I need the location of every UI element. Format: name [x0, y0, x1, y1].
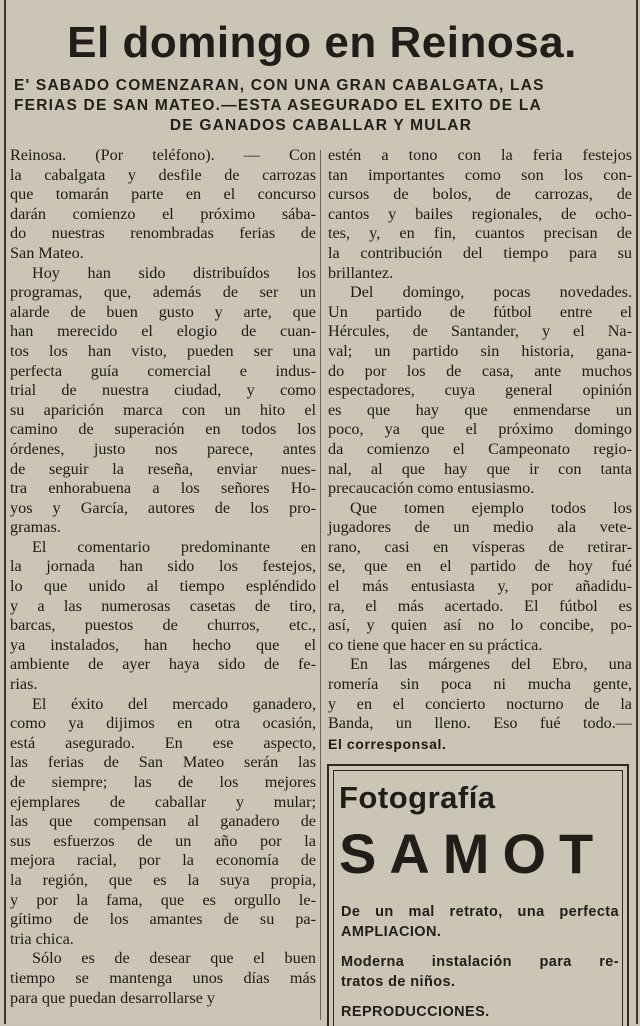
text-line: ejemplares de caballar y mular;: [10, 792, 316, 811]
text-line: da comienzo el Campeonato regio-: [328, 439, 632, 458]
text-line: val; un partido sin historia, gana-: [328, 341, 632, 360]
text-line: sus esfuerzos de un año por la: [10, 831, 316, 850]
text-line: jugadores de un medio ala vete-: [328, 518, 632, 537]
text-line: co tiene que hacer en su práctica.: [328, 635, 543, 654]
text-line: Banda, un lleno. Eso fué todo.—: [328, 714, 632, 733]
text-line: barcas, puestos de churros, etc.,: [10, 616, 316, 635]
text-line: la contribución del tiempo para su: [328, 243, 632, 262]
article-headline: El domingo en Reinosa.: [67, 18, 577, 67]
text-line: han merecido el elogio de cuan-: [10, 322, 316, 341]
text-line: tiempo se mantenga unos días más: [10, 968, 316, 987]
text-line: y en el concierto nocturno de la: [328, 694, 632, 713]
ad-text-block: [341, 902, 619, 942]
text-line: trial de nuestra ciudad, y como: [10, 381, 316, 400]
article-paragraph: [10, 264, 316, 538]
text-line: es que hay que enmendarse un: [328, 400, 632, 419]
text-line: gítimo de los amantes de su pa-: [10, 910, 316, 929]
text-line: de seguir la reseña, enviar nues-: [10, 459, 316, 478]
ad-text-line: De un mal retrato, una perfecta: [341, 904, 619, 920]
text-line: ambiente de ayer haya sido de fe-: [10, 655, 316, 674]
text-line: cantos y bailes regionales, de ocho-: [328, 204, 632, 223]
ad-title: Fotografía: [339, 780, 496, 815]
text-line: En las márgenes del Ebro, una: [350, 655, 632, 674]
text-line: El comentario predominante en: [32, 537, 316, 556]
text-line: que tomarán parte en el concurso: [10, 185, 316, 204]
page-border-left: [4, 0, 6, 1024]
column-divider: [320, 150, 321, 1020]
text-line: ra, el más acertado. El fútbol es: [328, 596, 632, 615]
text-line: romería sin poca ni mucha gente,: [328, 675, 632, 694]
text-line: para que puedan desarrollarse y: [10, 988, 215, 1007]
text-line: alarde de buen gusto y arte, que: [10, 302, 316, 321]
text-line: las que compensan al ganadero de: [10, 812, 316, 831]
text-line: perfecta guía comercial e indus-: [10, 361, 316, 380]
text-line: mejora racial, por la economía de: [10, 851, 316, 870]
text-line: Que tomen ejemplo todos los: [350, 498, 632, 517]
text-line: y por la fama, que es orgullo le-: [10, 890, 316, 909]
advertisement-box: [327, 764, 629, 1026]
text-line: Del domingo, pocas novedades.: [350, 283, 632, 302]
text-line: órdenes, justo nos parece, antes: [10, 439, 316, 458]
text-line: como ya dijimos en otra ocasión,: [10, 714, 316, 733]
article-paragraph: [328, 146, 632, 283]
article-paragraph: [328, 283, 632, 499]
text-line: nal, al que hay que ir con tanta: [328, 459, 632, 478]
text-line: poco, ya que el próximo domingo: [328, 420, 632, 439]
text-line: El éxito del mercado ganadero,: [32, 694, 316, 713]
text-line: las ferias de San Mateo serán las: [10, 753, 316, 772]
article-paragraph: [10, 538, 316, 695]
ad-text-line: AMPLIACION.: [341, 924, 442, 940]
text-line: San Mateo.: [10, 243, 84, 262]
text-line: do por los de casa, ante muchos: [328, 361, 632, 380]
ad-text-block: [341, 1002, 619, 1022]
text-line: y a las numerosas casetas de tiro,: [10, 596, 316, 615]
text-line: programas, que, además de ser un: [10, 283, 316, 302]
text-line: su aparición marca con un hito el: [10, 400, 316, 419]
text-line: tria chica.: [10, 929, 74, 948]
ad-text-line: Moderna instalación para re-: [341, 954, 619, 970]
article-column-left: [10, 146, 316, 1008]
subhead-line: FERIAS DE SAN MATEO.—ESTA ASEGURADO EL EXITO DE LA: [14, 97, 542, 114]
text-line: de siempre; las de los mejores: [10, 773, 316, 791]
subhead-line: DE GANADOS CABALLAR Y MULAR: [169, 117, 473, 134]
article-paragraph: [10, 146, 316, 264]
article-column-right: [328, 146, 632, 754]
text-line: la jornada han sido los festejos,: [10, 557, 316, 576]
text-line: Sólo es de desear que el buen: [32, 949, 316, 968]
text-line: lo que unido al tiempo espléndido: [10, 577, 316, 596]
text-line: la cabalgata y desfile de carrozas: [10, 165, 316, 184]
text-line: tos los han visto, pueden ser una: [10, 341, 316, 360]
article-paragraph: [10, 949, 316, 1008]
text-line: la región, que es la suya propia,: [10, 870, 316, 889]
text-line: Reinosa. (Por teléfono). — Con: [10, 146, 316, 164]
text-line: estén a tono con la feria festejos: [328, 146, 632, 164]
ad-text-line: REPRODUCCIONES.: [341, 1004, 490, 1020]
text-line: Hércules, de Santander, y el Na-: [328, 322, 632, 341]
article-paragraph: [328, 655, 632, 733]
text-line: rias.: [10, 675, 38, 694]
text-line: gramas.: [10, 518, 61, 537]
text-line: camino de superación en todos los: [10, 420, 316, 439]
article-subhead: [14, 76, 628, 136]
text-line: rano, casi en vísperas de retirar-: [328, 537, 632, 556]
text-line: brillantez.: [328, 263, 394, 282]
ad-text-line: tratos de niños.: [341, 974, 456, 990]
text-line: así, y quien así no lo concibe, po-: [328, 616, 632, 635]
text-line: darán comienzo el próximo sába-: [10, 204, 316, 223]
ad-text-block: [341, 952, 619, 992]
article-signature: El corresponsal.: [328, 735, 447, 752]
text-line: yos y García, autores de los pro-: [10, 498, 316, 517]
text-line: tan importantes como son los con-: [328, 165, 632, 184]
text-line: cursos de bolos, de carrozas, de: [328, 185, 632, 204]
article-paragraph: [10, 695, 316, 950]
text-line: Hoy han sido distribuídos los: [32, 263, 316, 282]
text-line: tra enhorabuena a los señores Ho-: [10, 479, 316, 498]
text-line: Un partido de fútbol entre el: [328, 302, 632, 321]
text-line: precaucación como entusiasmo.: [328, 479, 535, 498]
subhead-line: E' SABADO COMENZARAN, CON UNA GRAN CABALGATA, LAS: [14, 77, 545, 94]
text-line: ya instalados, han hecho que el: [10, 635, 316, 654]
ad-brand: SAMOT: [339, 822, 607, 885]
article-paragraph: [328, 499, 632, 656]
text-line: el más entusiasta y, por añadidu-: [328, 577, 632, 596]
text-line: está asegurado. En ese aspecto,: [10, 733, 316, 752]
page-border-right: [636, 0, 638, 1024]
text-line: espectadores, cuya general opinión: [328, 381, 632, 400]
text-line: tes, y, en fin, cuantos precisan de: [328, 224, 632, 243]
text-line: do nuestras renombradas ferias de: [10, 224, 316, 243]
text-line: se, que en el partido de hoy fué: [328, 557, 632, 576]
